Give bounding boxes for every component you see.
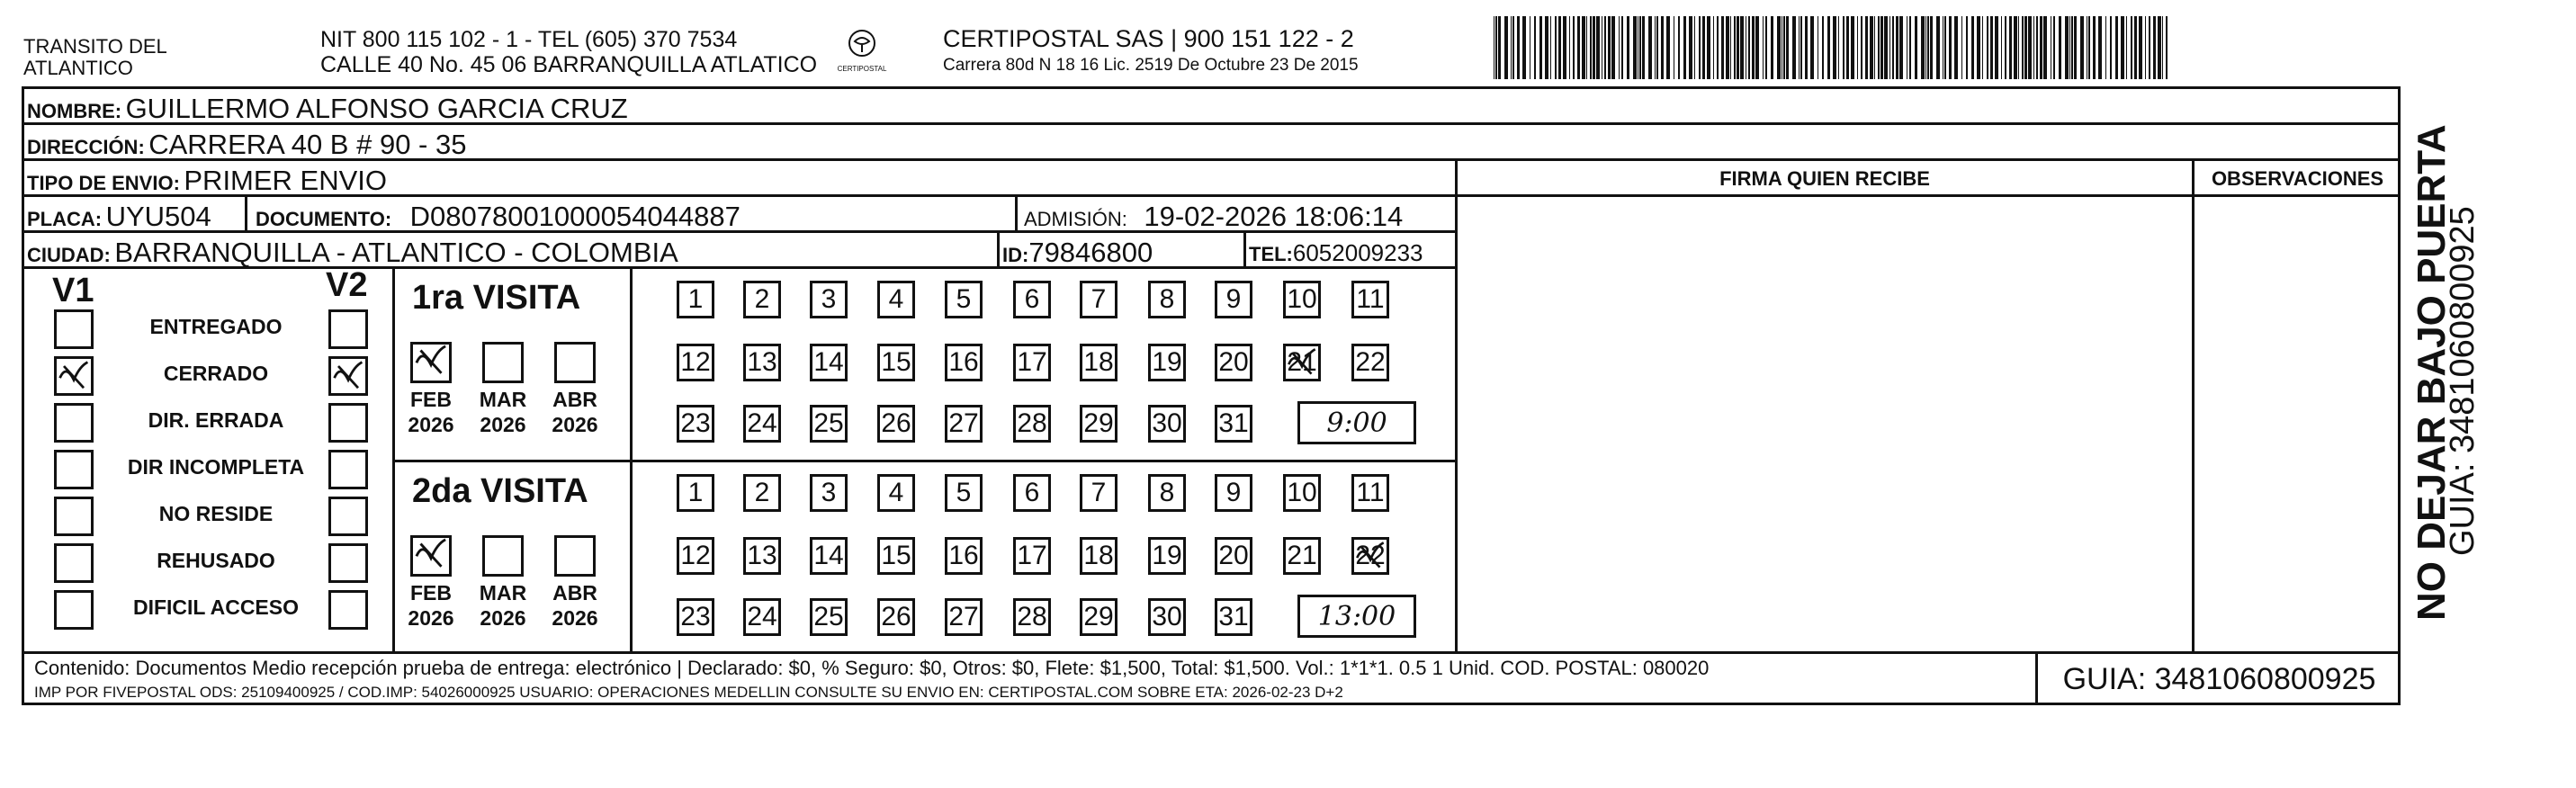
barcode-bar	[1627, 16, 1629, 79]
barcode-bar	[1734, 16, 1736, 79]
barcode-bar	[1861, 16, 1862, 79]
barcode-bar	[1611, 16, 1615, 79]
day-box[interactable]: 30	[1148, 598, 1186, 636]
barcode-bar	[2166, 16, 2168, 79]
no-dejar-bajo-puerta: NO DEJAR BAJO PUERTA	[2410, 124, 2454, 621]
day-box[interactable]: 13	[743, 537, 781, 575]
barcode-bar	[1555, 16, 1557, 79]
barcode-bar	[1799, 16, 1800, 79]
barcode-bar	[1786, 16, 1789, 79]
barcode-bar	[2093, 16, 2096, 79]
day-box[interactable]: 22	[1351, 344, 1389, 381]
v1-checkbox[interactable]	[54, 403, 94, 443]
footer-guia: GUIA: 3481060800925	[2062, 662, 2376, 696]
documento-field	[256, 201, 740, 233]
barcode-bar	[1936, 16, 1940, 79]
barcode-bar	[1930, 16, 1933, 79]
v2-checkbox[interactable]	[328, 497, 368, 536]
sender-name-line1: TRANSITO DEL	[23, 35, 167, 58]
day-box[interactable]: 22	[1351, 537, 1389, 575]
v1-checkbox[interactable]	[54, 356, 94, 396]
barcode-bar	[1694, 16, 1695, 79]
day-box[interactable]: 29	[1080, 405, 1117, 443]
day-box[interactable]: 19	[1148, 537, 1186, 575]
day-box[interactable]: 15	[877, 537, 915, 575]
status-label: DIR. ERRADA	[148, 408, 284, 432]
barcode-bar	[1608, 16, 1611, 79]
barcode-bar	[1689, 16, 1692, 79]
day-box[interactable]: 26	[877, 405, 915, 443]
direccion-value: CARRERA 40 B # 90 - 35	[148, 129, 467, 160]
placa-field	[27, 201, 211, 233]
barcode-bar	[2069, 16, 2070, 79]
day-box[interactable]: 25	[810, 598, 848, 636]
status-label: DIR INCOMPLETA	[127, 455, 305, 479]
barcode-bar	[2024, 16, 2027, 79]
v2-checkbox[interactable]	[328, 356, 368, 396]
day-box[interactable]: 12	[677, 344, 714, 381]
day-box[interactable]: 28	[1013, 405, 1051, 443]
day-box[interactable]: 4	[877, 281, 915, 318]
barcode-bar	[1982, 16, 1983, 79]
barcode-bar	[1683, 16, 1686, 79]
day-box[interactable]: 28	[1013, 598, 1051, 636]
barcode-bar	[1925, 16, 1926, 79]
status-label: NO RESIDE	[158, 502, 274, 525]
barcode-bar	[2009, 16, 2012, 79]
month-name: FEB	[410, 388, 452, 411]
tel-value: 6052009233	[1292, 239, 1423, 266]
barcode-bar	[1800, 16, 1802, 79]
nombre-value: GUILLERMO ALFONSO GARCIA CRUZ	[125, 93, 628, 124]
placa-value: UYU504	[105, 201, 211, 232]
day-box[interactable]: 19	[1148, 344, 1186, 381]
sender-name-line2: ATLANTICO	[23, 57, 133, 79]
day-box[interactable]: 15	[877, 344, 915, 381]
barcode-bar	[1730, 16, 1731, 79]
day-box[interactable]: 1	[677, 474, 714, 512]
barcode-bar	[2110, 16, 2112, 79]
barcode-bar	[2098, 16, 2102, 79]
nit-line: NIT 800 115 102 - 1 - TEL (605) 370 7534	[320, 27, 738, 52]
barcode-bar	[1666, 16, 1670, 79]
barcode-bar	[1639, 16, 1641, 79]
barcode-bar	[1655, 16, 1656, 79]
barcode-bar	[1771, 16, 1773, 79]
v2-checkbox[interactable]	[328, 403, 368, 443]
id-label: ID:	[1002, 244, 1029, 266]
nombre-field	[27, 93, 628, 125]
v1-label: V1	[52, 272, 94, 309]
footer-content-line: Contenido: Documentos Medio recepción prueba de entrega: electrónico | Declarado: $0, % Seguro: $0, Otros: $0, Flete: $1,500, Total: $1,500. Vol.: 1*1*1. 0.5 1 Unid. COD. POSTAL: 080020	[34, 657, 1710, 679]
barcode-bar	[1534, 16, 1536, 79]
admision-field	[1024, 201, 1403, 233]
barcode-bar	[1596, 16, 1600, 79]
day-box[interactable]: 23	[677, 405, 714, 443]
day-box[interactable]: 24	[743, 405, 781, 443]
day-box[interactable]: 30	[1148, 405, 1186, 443]
day-box[interactable]: 14	[810, 537, 848, 575]
day-box[interactable]: 8	[1148, 474, 1186, 512]
barcode-bar	[1621, 16, 1623, 79]
day-box[interactable]: 21	[1283, 537, 1321, 575]
barcode-bar	[1512, 16, 1514, 79]
tipo-envio-value: PRIMER ENVIO	[184, 165, 388, 196]
day-box[interactable]: 1	[677, 281, 714, 318]
company-line: CERTIPOSTAL SAS | 900 151 122 - 2	[943, 25, 1354, 52]
v1-checkbox[interactable]	[54, 309, 94, 349]
barcode-bar	[2134, 16, 2137, 79]
ciudad-label: CIUDAD:	[27, 244, 111, 266]
barcode-bar	[1522, 16, 1526, 79]
status-label: REHUSADO	[157, 549, 275, 572]
direccion-label: DIRECCIÓN:	[27, 136, 145, 158]
day-box[interactable]: 3	[810, 474, 848, 512]
visit-title: 1ra VISITA	[412, 279, 581, 317]
barcode-bar	[1619, 16, 1620, 79]
day-box[interactable]: 5	[945, 281, 983, 318]
day-box[interactable]: 25	[810, 405, 848, 443]
barcode-bar	[2022, 16, 2024, 79]
ciudad-field	[27, 237, 678, 269]
barcode-bar	[2158, 16, 2161, 79]
placa-label: PLACA:	[27, 208, 103, 230]
barcode-bar	[1558, 16, 1561, 79]
barcode-bar	[1661, 16, 1664, 79]
month-year: 2026	[480, 606, 526, 630]
firma-label: FIRMA QUIEN RECIBE	[1719, 167, 1930, 190]
barcode-bar	[1889, 16, 1890, 79]
footer-imp-line: IMP POR FIVEPOSTAL ODS: 25109400925 / COD.IMP: 54026000925 USUARIO: OPERACIONES MEDELLIN CONSULTE SU ENVIO EN: CERTIPOSTAL.COM SOBRE ETA: 2026-02-23 D+2	[34, 684, 1343, 701]
v2-checkbox[interactable]	[328, 309, 368, 349]
day-box[interactable]: 27	[945, 598, 983, 636]
barcode-bar	[1702, 16, 1705, 79]
day-box[interactable]: 29	[1080, 598, 1117, 636]
barcode-bar	[1954, 16, 1958, 79]
status-label: DIFICIL ACCESO	[132, 595, 299, 619]
day-box[interactable]: 14	[810, 344, 848, 381]
status-label: CERRADO	[163, 362, 269, 385]
barcode-bar	[2040, 16, 2042, 79]
month-checkbox[interactable]	[482, 535, 524, 577]
nombre-label: NOMBRE:	[27, 100, 122, 122]
month-checkbox[interactable]	[482, 342, 524, 383]
tipo-envio-label: TIPO DE ENVIO:	[27, 172, 180, 194]
barcode-bar	[1995, 16, 1998, 79]
barcode-bar	[1851, 16, 1854, 79]
barcode-bar	[1915, 16, 1917, 79]
barcode-bar	[1545, 16, 1548, 79]
barcode-bar	[2028, 16, 2032, 79]
day-box[interactable]: 16	[945, 344, 983, 381]
day-box[interactable]: 8	[1148, 281, 1186, 318]
month-label	[399, 580, 462, 631]
tel-label: TEL:	[1249, 243, 1293, 265]
day-box[interactable]: 5	[945, 474, 983, 512]
tipo-envio-field	[27, 165, 387, 197]
day-box[interactable]: 31	[1215, 598, 1252, 636]
day-box[interactable]: 10	[1283, 281, 1321, 318]
barcode-bar	[1593, 16, 1595, 79]
barcode-bar	[1810, 16, 1814, 79]
month-year: 2026	[408, 606, 454, 630]
barcode-bar	[2139, 16, 2142, 79]
day-box[interactable]: 31	[1215, 405, 1252, 443]
barcode-bar	[1717, 16, 1719, 79]
day-box[interactable]: 20	[1215, 537, 1252, 575]
visit-time-box[interactable]	[1297, 595, 1416, 638]
day-box[interactable]: 21	[1283, 344, 1321, 381]
barcode-bar	[2059, 16, 2061, 79]
barcode-bar	[1633, 16, 1637, 79]
address-line: CALLE 40 No. 45 06 BARRANQUILLA ATLATICO	[320, 52, 818, 77]
barcode-bar	[1990, 16, 1993, 79]
barcode-bar	[1755, 16, 1759, 79]
barcode-bar	[1748, 16, 1750, 79]
visit-title: 2da VISITA	[412, 472, 588, 510]
admision-value: 19-02-2026 18:06:14	[1144, 201, 1404, 232]
barcode-bar	[1892, 16, 1894, 79]
barcode-bar	[1805, 16, 1808, 79]
id-field	[1002, 237, 1153, 269]
barcode-bar	[1865, 16, 1868, 79]
month-name: MAR	[479, 388, 527, 411]
barcode-bar	[1880, 16, 1883, 79]
barcode-bar	[1870, 16, 1873, 79]
barcode-bar	[1909, 16, 1911, 79]
barcode-bar	[1884, 16, 1888, 79]
barcode-bar	[2121, 16, 2124, 79]
barcode-bar	[1857, 16, 1858, 79]
barcode-bar	[1582, 16, 1585, 79]
barcode-bar	[1971, 16, 1974, 79]
id-value: 79846800	[1028, 237, 1153, 268]
barcode-bar	[2005, 16, 2006, 79]
barcode-bar	[1765, 16, 1767, 79]
direccion-field	[27, 129, 466, 161]
day-box[interactable]: 26	[877, 598, 915, 636]
barcode-bar	[2074, 16, 2077, 79]
day-box[interactable]: 17	[1013, 344, 1051, 381]
barcode-bar	[2053, 16, 2055, 79]
month-year: 2026	[552, 606, 598, 630]
barcode-bar	[1833, 16, 1836, 79]
day-box[interactable]: 12	[677, 537, 714, 575]
v1-checkbox[interactable]	[54, 543, 94, 583]
month-label	[471, 387, 534, 437]
barcode-bar	[2145, 16, 2146, 79]
month-checkbox[interactable]	[554, 342, 596, 383]
barcode-bar	[1899, 16, 1903, 79]
documento-value: D08078001000054044887	[409, 201, 740, 232]
barcode-bar	[2001, 16, 2002, 79]
day-box[interactable]: 18	[1080, 537, 1117, 575]
barcode-bar	[1721, 16, 1724, 79]
barcode-bar	[2105, 16, 2106, 79]
barcode-bar	[1495, 16, 1497, 79]
day-box[interactable]: 13	[743, 344, 781, 381]
admision-label: ADMISIÓN:	[1024, 208, 1127, 230]
barcode-bar	[2126, 16, 2127, 79]
barcode-bar	[2088, 16, 2090, 79]
month-year: 2026	[480, 413, 526, 436]
barcode-bar	[2153, 16, 2156, 79]
barcode-bar	[1498, 16, 1501, 79]
day-box[interactable]: 9	[1215, 281, 1252, 318]
month-checkbox[interactable]	[410, 535, 452, 577]
barcode-bar	[1961, 16, 1962, 79]
day-box[interactable]: 6	[1013, 281, 1051, 318]
barcode-bar	[1604, 16, 1606, 79]
month-label	[471, 580, 534, 631]
month-name: MAR	[479, 581, 527, 604]
day-box[interactable]: 24	[743, 598, 781, 636]
v2-checkbox[interactable]	[328, 590, 368, 630]
day-box[interactable]: 4	[877, 474, 915, 512]
day-box[interactable]: 7	[1080, 474, 1117, 512]
barcode-bar	[1874, 16, 1875, 79]
documento-label: DOCUMENTO:	[256, 208, 392, 230]
barcode-bar	[1517, 16, 1520, 79]
barcode-bar	[1896, 16, 1898, 79]
barcode-bar	[1878, 16, 1880, 79]
day-box[interactable]: 3	[810, 281, 848, 318]
barcode-bar	[2080, 16, 2084, 79]
barcode-bar	[2014, 16, 2017, 79]
day-box[interactable]: 20	[1215, 344, 1252, 381]
barcode-bar	[1550, 16, 1551, 79]
month-checkbox[interactable]	[410, 342, 452, 383]
barcode-bar	[1838, 16, 1839, 79]
barcode-bar	[1737, 16, 1739, 79]
barcode-bar	[1763, 16, 1764, 79]
day-box[interactable]: 7	[1080, 281, 1117, 318]
barcode-bar	[1822, 16, 1824, 79]
barcode-bar	[1573, 16, 1575, 79]
v1-checkbox[interactable]	[54, 497, 94, 536]
barcode-bar	[1777, 16, 1781, 79]
barcode-bar	[1648, 16, 1652, 79]
barcode-bar	[1843, 16, 1844, 79]
barcode-bar	[1977, 16, 1980, 79]
barcode-bar	[1656, 16, 1658, 79]
tel-field	[1249, 239, 1423, 267]
v1-checkbox[interactable]	[54, 590, 94, 630]
barcode-bar	[1590, 16, 1592, 79]
v2-checkbox[interactable]	[328, 543, 368, 583]
barcode-bar	[1944, 16, 1946, 79]
v1-checkbox[interactable]	[54, 450, 94, 489]
day-box[interactable]: 23	[677, 598, 714, 636]
month-year: 2026	[552, 413, 598, 436]
month-label	[399, 387, 462, 437]
day-box[interactable]: 18	[1080, 344, 1117, 381]
barcode-bar	[1707, 16, 1710, 79]
barcode-bar	[1726, 16, 1729, 79]
barcode-bar	[1827, 16, 1830, 79]
logo-text: CERTIPOSTAL	[837, 65, 887, 73]
side-guia: GUIA: 3481060800925	[2444, 206, 2482, 556]
day-box[interactable]: 11	[1351, 474, 1389, 512]
barcode-bar	[1740, 16, 1744, 79]
barcode-bar	[1577, 16, 1580, 79]
status-label: ENTREGADO	[149, 315, 283, 338]
month-name: ABR	[552, 581, 597, 604]
barcode-bar	[1966, 16, 1968, 79]
barcode-bar	[2018, 16, 2019, 79]
day-box[interactable]: 2	[743, 474, 781, 512]
day-box[interactable]: 10	[1283, 474, 1321, 512]
barcode-bar	[1713, 16, 1714, 79]
barcode-bar	[2131, 16, 2132, 79]
barcode-bar	[1752, 16, 1755, 79]
barcode-bar	[1569, 16, 1570, 79]
barcode-bar	[1539, 16, 1542, 79]
barcode-bar	[1586, 16, 1587, 79]
barcode-bar	[1921, 16, 1925, 79]
barcode-bar	[2149, 16, 2150, 79]
barcode-bar	[1783, 16, 1785, 79]
ciudad-value: BARRANQUILLA - ATLANTICO - COLOMBIA	[114, 237, 678, 268]
barcode-bar	[1504, 16, 1508, 79]
day-box[interactable]: 27	[945, 405, 983, 443]
barcode-bar	[1987, 16, 1988, 79]
day-box[interactable]: 11	[1351, 281, 1389, 318]
day-box[interactable]: 17	[1013, 537, 1051, 575]
barcode-bar	[1699, 16, 1701, 79]
barcode	[1494, 16, 2221, 79]
v2-checkbox[interactable]	[328, 450, 368, 489]
month-year: 2026	[408, 413, 454, 436]
month-label	[543, 580, 606, 631]
barcode-bar	[1678, 16, 1680, 79]
day-box[interactable]: 9	[1215, 474, 1252, 512]
barcode-bar	[2033, 16, 2034, 79]
observaciones-label: OBSERVACIONES	[2211, 167, 2384, 190]
barcode-bar	[1927, 16, 1929, 79]
barcode-bar	[2115, 16, 2118, 79]
day-box[interactable]: 2	[743, 281, 781, 318]
certipostal-logo	[830, 25, 894, 79]
barcode-bar	[1846, 16, 1849, 79]
month-label	[543, 387, 606, 437]
barcode-bar	[1949, 16, 1952, 79]
day-box[interactable]: 6	[1013, 474, 1051, 512]
month-name: FEB	[410, 581, 452, 604]
month-checkbox[interactable]	[554, 535, 596, 577]
barcode-bar	[1563, 16, 1566, 79]
barcode-bar	[2162, 16, 2163, 79]
barcode-bar	[1642, 16, 1645, 79]
barcode-bar	[1792, 16, 1796, 79]
v2-label: V2	[326, 266, 368, 304]
barcode-bar	[2065, 16, 2069, 79]
license-line: Carrera 80d N 18 16 Lic. 2519 De Octubre 23 De 2015	[943, 56, 1359, 75]
day-box[interactable]: 16	[945, 537, 983, 575]
visit-time: 13:00	[1317, 600, 1396, 632]
barcode-bar	[2071, 16, 2073, 79]
month-name: ABR	[552, 388, 597, 411]
visit-time: 9:00	[1326, 407, 1387, 439]
barcode-bar	[1511, 16, 1512, 79]
visit-time-box[interactable]	[1297, 401, 1416, 444]
barcode-bar	[2043, 16, 2047, 79]
barcode-bar	[2036, 16, 2038, 79]
